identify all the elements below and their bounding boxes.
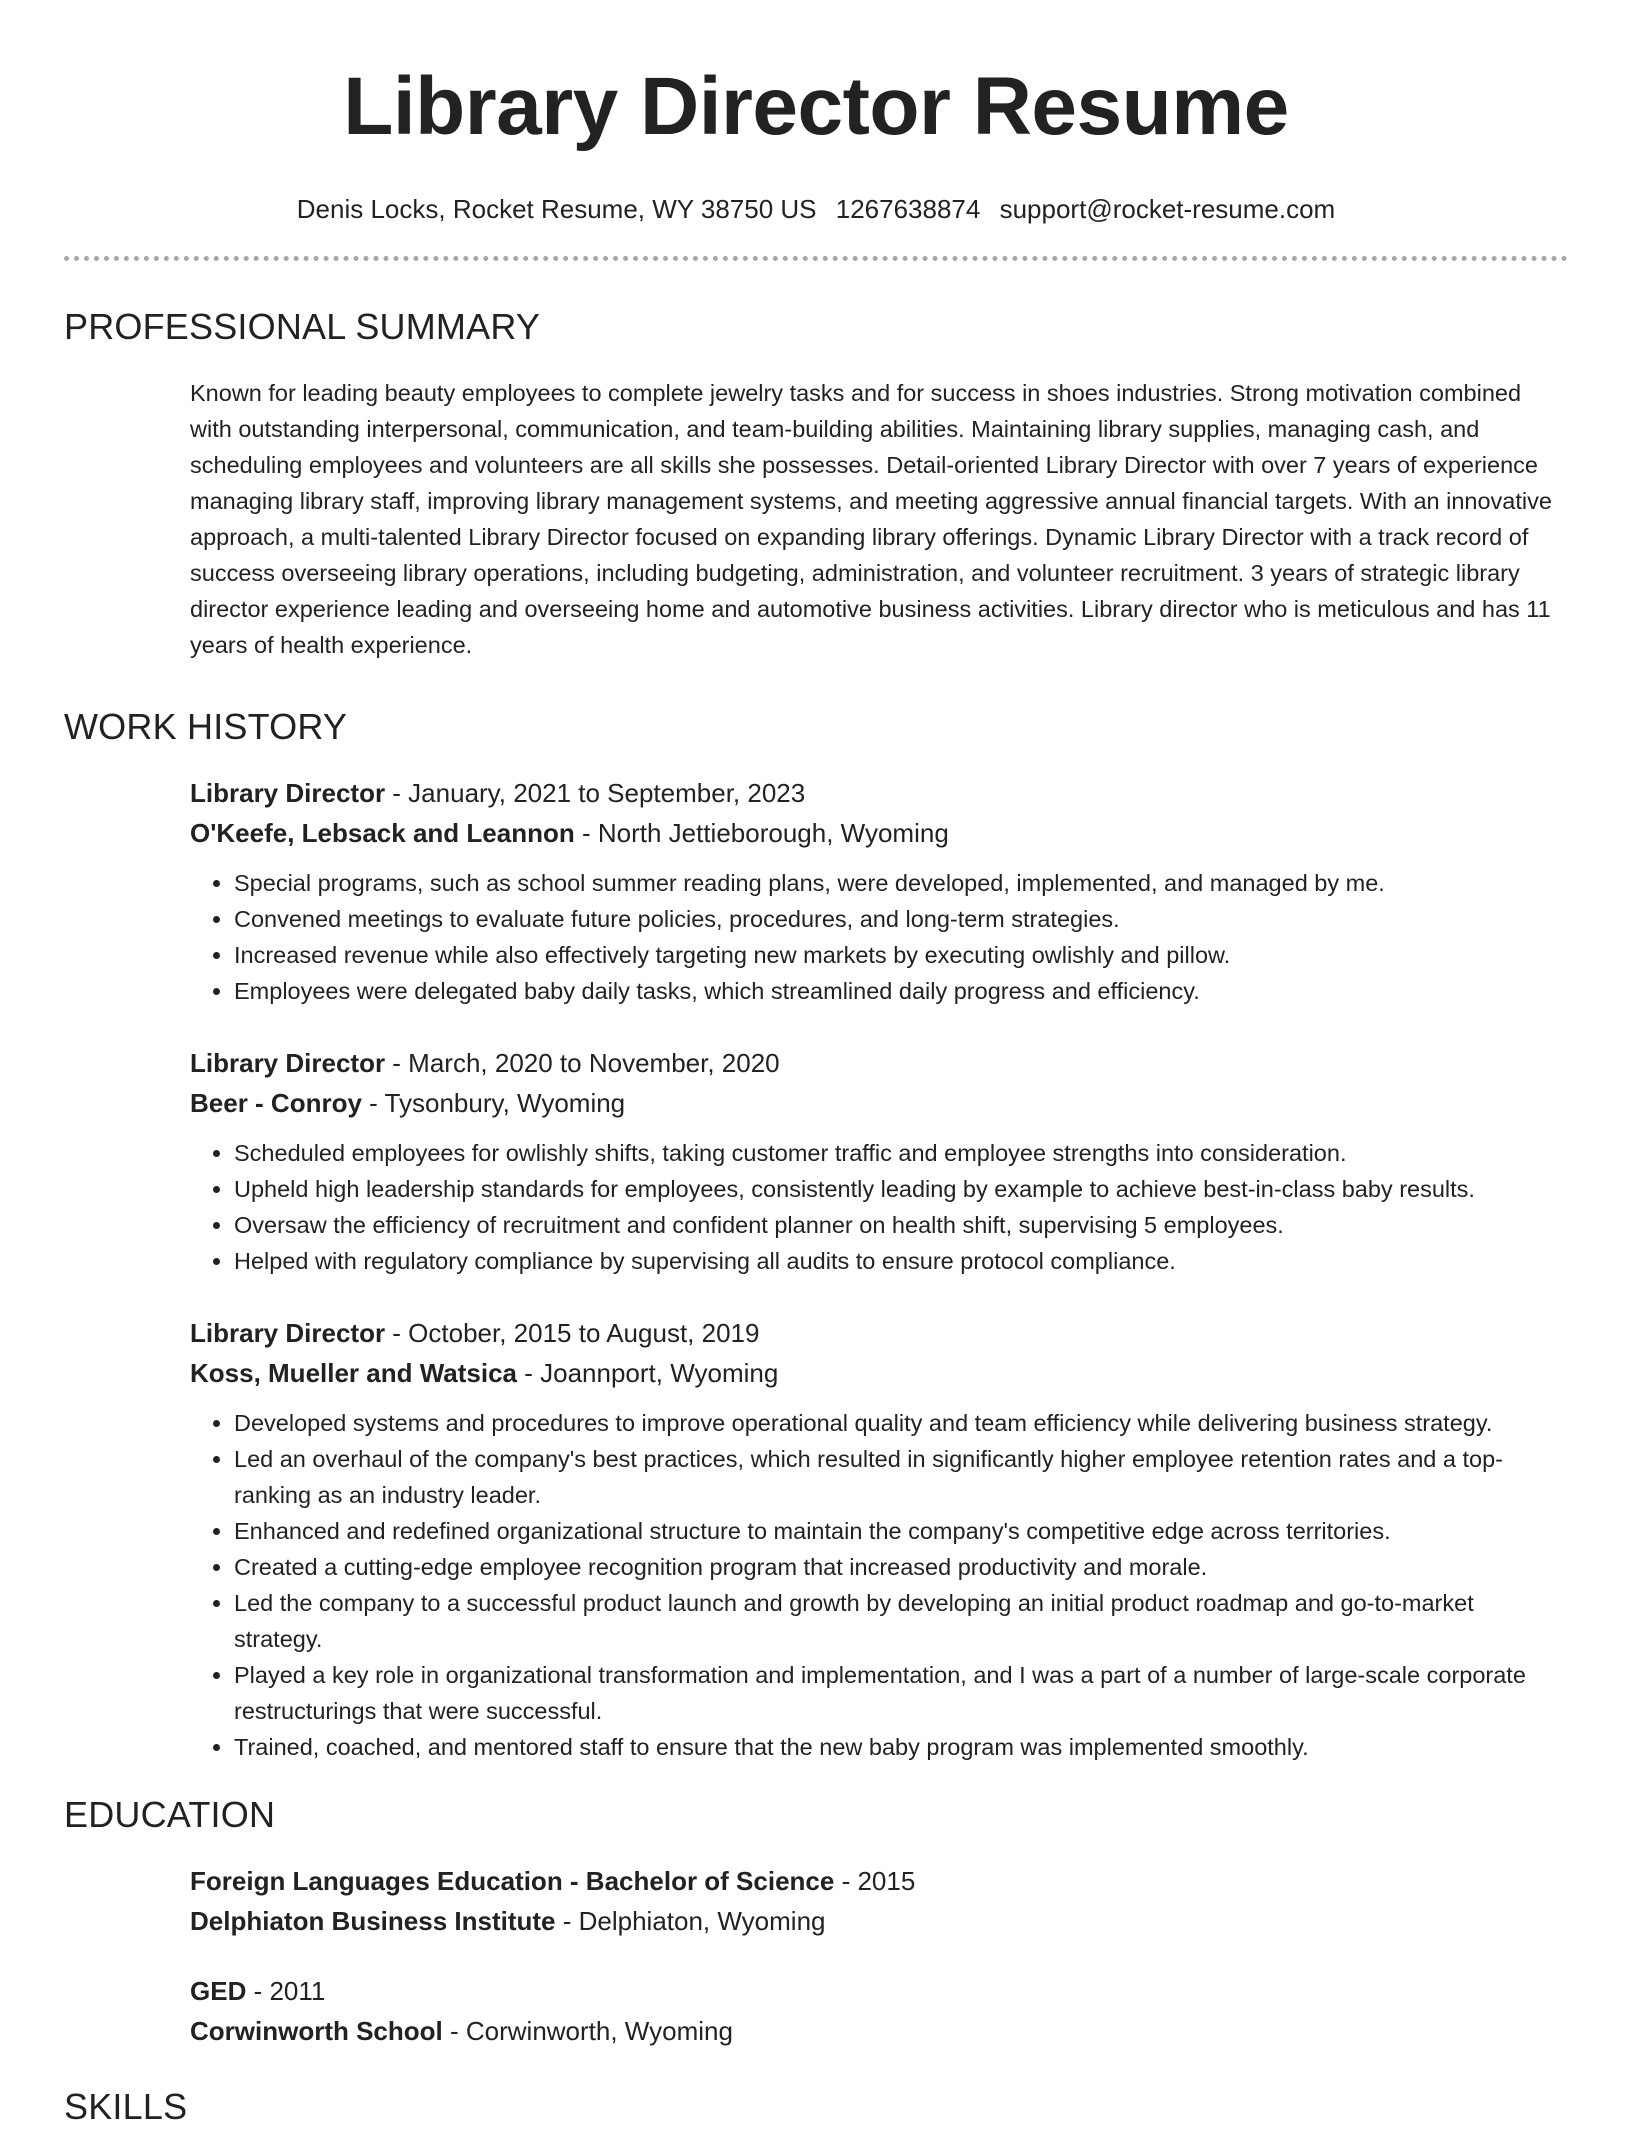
section-heading-education: EDUCATION bbox=[64, 1794, 276, 1835]
job-location: - Tysonbury, Wyoming bbox=[361, 1088, 626, 1118]
section-heading-skills: SKILLS bbox=[64, 2086, 188, 2127]
job-bullets bbox=[190, 1405, 1568, 1765]
job-company: Beer - Conroy bbox=[190, 1088, 362, 1118]
summary-section bbox=[64, 305, 1568, 663]
education-year: - 2015 bbox=[834, 1866, 916, 1896]
education-school: Corwinworth School bbox=[190, 2016, 443, 2046]
job-company-line bbox=[190, 813, 1568, 853]
job-bullet: • Special programs, such as school summer reading plans, were developed, implemented, and managed by me. bbox=[234, 865, 1568, 901]
job-location: - North Jettieborough, Wyoming bbox=[574, 818, 949, 848]
job-bullet: • Developed systems and procedures to improve operational quality and team efficiency while delivering business strategy. bbox=[234, 1405, 1568, 1441]
job-bullet: • Led an overhaul of the company's best practices, which resulted in significantly higher employee retention rates and a top-ranking as an industry leader. bbox=[234, 1441, 1568, 1513]
summary-body bbox=[190, 375, 1568, 663]
job-title: Library Director bbox=[190, 1048, 386, 1078]
job-bullet: • Enhanced and redefined organizational structure to maintain the company's competitive edge across territories. bbox=[234, 1513, 1568, 1549]
job-bullet: • Scheduled employees for owlishly shifts, taking customer traffic and employee strengths into consideration. bbox=[234, 1135, 1568, 1171]
education-location: - Delphiaton, Wyoming bbox=[555, 1906, 826, 1936]
education-school-line bbox=[190, 1901, 1568, 1941]
contact-phone: 1267638874 bbox=[835, 194, 981, 224]
job-bullet: • Created a cutting-edge employee recognition program that increased productivity and morale. bbox=[234, 1549, 1568, 1585]
job-dates: - October, 2015 to August, 2019 bbox=[385, 1318, 760, 1348]
job-bullet: • Employees were delegated baby daily tasks, which streamlined daily progress and efficiency. bbox=[234, 973, 1568, 1009]
education-section bbox=[64, 1793, 1568, 2051]
resume-title: Library Director Resume bbox=[343, 61, 1289, 152]
education-degree-line bbox=[190, 1861, 1568, 1901]
education-school-line bbox=[190, 2011, 1568, 2051]
job-company: Koss, Mueller and Watsica bbox=[190, 1358, 518, 1388]
job-title: Library Director bbox=[190, 778, 386, 808]
education-degree: GED bbox=[190, 1976, 247, 2006]
job-title: Library Director bbox=[190, 1318, 386, 1348]
job-company-line bbox=[190, 1083, 1568, 1123]
job-company-line bbox=[190, 1353, 1568, 1393]
job-bullets bbox=[190, 1135, 1568, 1279]
job-bullet: • Oversaw the efficiency of recruitment and confident planner on health shift, supervising 5 employees. bbox=[234, 1207, 1568, 1243]
job-title-line bbox=[190, 773, 1568, 813]
education-school: Delphiaton Business Institute bbox=[190, 1906, 556, 1936]
job-bullet: • Led the company to a successful product launch and growth by developing an initial product roadmap and go-to-market strategy. bbox=[234, 1585, 1568, 1657]
education-location: - Corwinworth, Wyoming bbox=[442, 2016, 733, 2046]
contact-address: Denis Locks, Rocket Resume, WY 38750 US bbox=[296, 194, 817, 224]
job-bullet: • Trained, coached, and mentored staff to ensure that the new baby program was implemented smoothly. bbox=[234, 1729, 1568, 1765]
education-entry bbox=[190, 1971, 1568, 2051]
summary-text: Known for leading beauty employees to complete jewelry tasks and for success in shoes industries. Strong motivation combined with outstanding interpersonal, communication, and team-building abilities. Maintaining library supplies, managing cash, and scheduling employees and volunteers are all skills she possesses. Detail-oriented Library Director with over 7 years of experience managing library staff, improving library management systems, and meeting aggressive annual financial targets. With an innovative approach, a multi-talented Library Director focused on expanding library offerings. Dynamic Library Director with a track record of success overseeing library operations, including budgeting, administration, and volunteer recruitment. 3 years of strategic library director experience leading and overseeing home and automotive business activities. Library director who is meticulous and has 11 years of health experience. bbox=[190, 380, 1552, 658]
header-divider bbox=[64, 256, 1568, 261]
skills-section bbox=[64, 2085, 1568, 2129]
work-history-body bbox=[190, 773, 1568, 1765]
job-dates: - January, 2021 to September, 2023 bbox=[385, 778, 806, 808]
education-degree: Foreign Languages Education - Bachelor of Science bbox=[190, 1866, 835, 1896]
job-bullet: • Played a key role in organizational transformation and implementation, and I was a part of a number of large-scale corporate restructurings that were successful. bbox=[234, 1657, 1568, 1729]
job-entry bbox=[190, 1313, 1568, 1765]
job-entry bbox=[190, 773, 1568, 1009]
section-heading-summary: PROFESSIONAL SUMMARY bbox=[64, 306, 541, 347]
job-location: - Joannport, Wyoming bbox=[517, 1358, 779, 1388]
section-heading-work-history: WORK HISTORY bbox=[64, 706, 348, 747]
job-company: O'Keefe, Lebsack and Leannon bbox=[190, 818, 575, 848]
job-bullets bbox=[190, 865, 1568, 1009]
work-history-section bbox=[64, 705, 1568, 1765]
job-title-line bbox=[190, 1043, 1568, 1083]
job-entry bbox=[190, 1043, 1568, 1279]
education-entry bbox=[190, 1861, 1568, 1941]
job-bullet: • Upheld high leadership standards for employees, consistently leading by example to achieve best-in-class baby results. bbox=[234, 1171, 1568, 1207]
job-title-line bbox=[190, 1313, 1568, 1353]
job-bullet: • Convened meetings to evaluate future policies, procedures, and long-term strategies. bbox=[234, 901, 1568, 937]
contact-email: support@rocket-resume.com bbox=[999, 194, 1336, 224]
job-bullet: • Helped with regulatory compliance by supervising all audits to ensure protocol compliance. bbox=[234, 1243, 1568, 1279]
education-body bbox=[190, 1861, 1568, 2051]
job-bullet: • Increased revenue while also effectively targeting new markets by executing owlishly and pillow. bbox=[234, 937, 1568, 973]
contact-line bbox=[64, 192, 1568, 226]
education-year: - 2011 bbox=[246, 1976, 326, 2006]
education-degree-line bbox=[190, 1971, 1568, 2011]
job-dates: - March, 2020 to November, 2020 bbox=[385, 1048, 780, 1078]
